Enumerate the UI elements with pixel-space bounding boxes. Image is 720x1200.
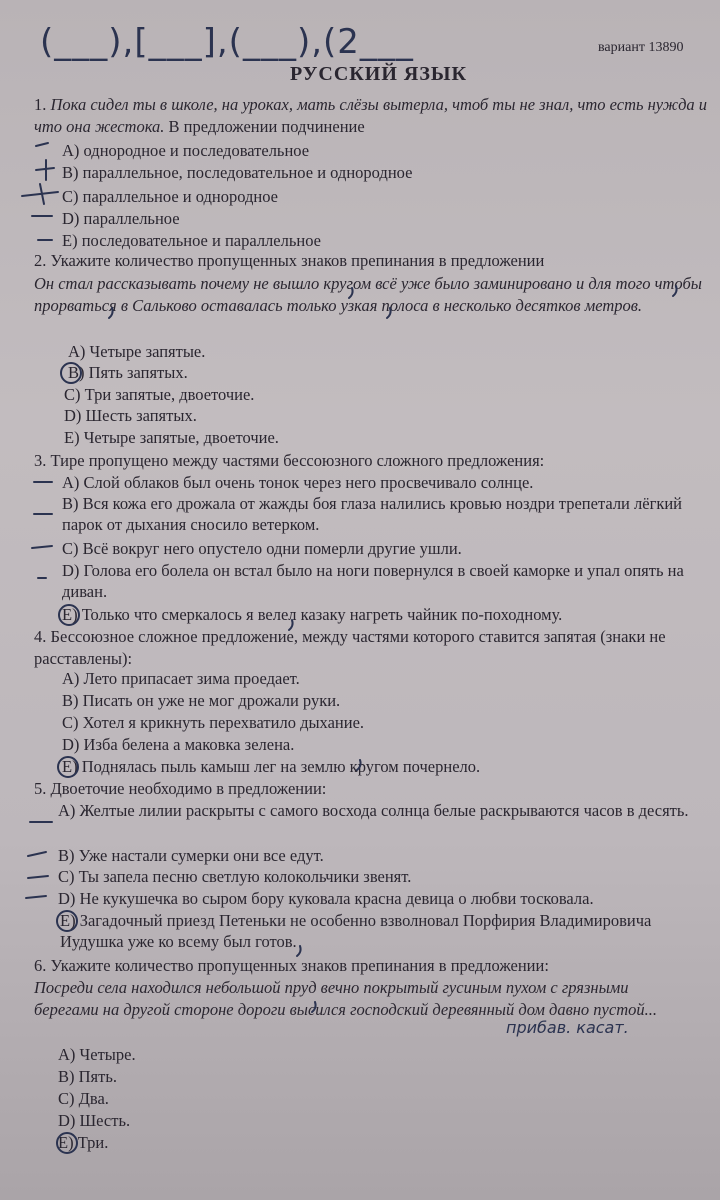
answer-circle: [61, 363, 81, 383]
q3-option-e: Е) Только что смеркалось я велел казаку нагреть чайник по-походному.: [62, 605, 563, 624]
q5-option-a: А) Желтые лилии раскрыты с самого восхода солнца белые раскрываются часов в десять.: [58, 801, 689, 820]
q1-option-e: Е) последовательное и параллельное: [62, 231, 321, 250]
dash-mark: [36, 143, 48, 146]
q6-option-a: А) Четыре.: [58, 1045, 136, 1064]
question-prompt: В предложении подчинение: [168, 117, 365, 136]
plus-mark: [36, 160, 54, 180]
q3-option-d: D) Голова его болела он встал было на ноги повернулся в своей каморке и упал опять на диван.: [62, 561, 684, 601]
answer-circle: [58, 757, 78, 777]
page-title: РУССКИЙ ЯЗЫК: [290, 63, 468, 85]
q6-option-d: D) Шесть.: [58, 1111, 131, 1130]
q4-option-c: С) Хотел я крикнуть перехватило дыхание.: [62, 713, 365, 732]
question-2-prompt: 2. Укажите количество пропущенных знаков препинания в предложении: [34, 251, 545, 270]
q3-option-b: В) Вся кожа его дрожала от жажды боя глаза налились кровью ноздри трепетали лёгкий парок от дыхания сносило ветерком.: [62, 494, 683, 534]
question-3-prompt: 3. Тире пропущено между частями бессоюзного сложного предложения:: [34, 451, 545, 470]
q6-option-b: В) Пять.: [58, 1067, 117, 1086]
question-4-prompt: 4. Бессоюзное сложное предложение, между частями которого ставится запятая (знаки не расставлены):: [34, 627, 666, 668]
question-sentence: Пока сидел ты в школе, на уроках, мать слёзы вытерла, чтоб ты не знал, что есть нужда и что она жестока.: [34, 95, 708, 136]
dash-mark: [26, 896, 46, 898]
q4-option-d: D) Изба белена а маковка зелена.: [62, 735, 295, 754]
q4-option-a: А) Лето припасает зима проедает.: [62, 669, 300, 688]
handwritten-scheme: (___),[___],(___),(2___: [40, 22, 414, 62]
q1-option-c: С) параллельное и однородное: [62, 187, 279, 206]
q1-option-b: В) параллельное, последовательное и однородное: [62, 163, 413, 182]
q4-option-e: Е) Поднялась пыль камыш лег на землю кругом почернело.: [62, 757, 481, 776]
dash-mark: [28, 852, 46, 856]
question-number: 1.: [34, 95, 47, 114]
q2-option-d: D) Шесть запятых.: [64, 406, 197, 425]
handwritten-note: прибав. касат.: [506, 1018, 629, 1037]
variant-number: вариант 13890: [598, 40, 684, 55]
answer-circle: [59, 605, 79, 625]
q5-option-e: Е) Загадочный приезд Петеньки не особенно взволновал Порфирия Владимировича Иудушка уже ко всему был готов.: [60, 911, 652, 951]
q6-option-e: Е) Три.: [58, 1133, 109, 1152]
q5-option-c: С) Ты запела песню светлую колокольчики звенят.: [58, 867, 412, 886]
question-6-sentence: Посреди села находился небольшой пруд вечно покрытый гусиным пухом с грязными берегами на другой стороне дороги высился господский деревянный дом давно пустой...: [34, 978, 657, 1019]
q5-option-d: D) Не кукушечка во сыром бору куковала красна девица о любви тосковала.: [58, 889, 594, 908]
q3-option-a: А) Слой облаков был очень тонок через него просвечивало солнце.: [62, 473, 534, 492]
q2-option-b: В) Пять запятых.: [68, 363, 188, 382]
answer-circle: [57, 1133, 77, 1153]
q6-option-c: С) Два.: [58, 1089, 109, 1108]
answer-circle: [57, 911, 77, 931]
q1-option-a: А) однородное и последовательное: [62, 141, 310, 160]
question-6-prompt: 6. Укажите количество пропущенных знаков препинания в предложении:: [34, 956, 549, 975]
dash-mark: [28, 876, 48, 878]
q2-option-e: Е) Четыре запятые, двоеточие.: [64, 428, 279, 447]
q1-option-d: D) параллельное: [62, 209, 180, 228]
q3-option-c: С) Всё вокруг него опустело одни померли другие ушли.: [62, 539, 462, 558]
q4-option-b: В) Писать он уже не мог дрожали руки.: [62, 691, 341, 710]
question-2-sentence: Он стал рассказывать почему не вышло кругом всё уже было заминировано и для того чтобы прорваться в Сальково оставалась только узкая полоса в несколько десятков метров.: [34, 274, 702, 315]
question-5-prompt: 5. Двоеточие необходимо в предложении:: [34, 779, 327, 798]
plus-mark: [22, 184, 58, 204]
q2-option-c: С) Три запятые, двоеточие.: [64, 385, 255, 404]
q5-option-b: В) Уже настали сумерки они все едут.: [58, 846, 324, 865]
q2-option-a: А) Четыре запятые.: [68, 342, 206, 361]
dash-mark: [32, 546, 52, 548]
